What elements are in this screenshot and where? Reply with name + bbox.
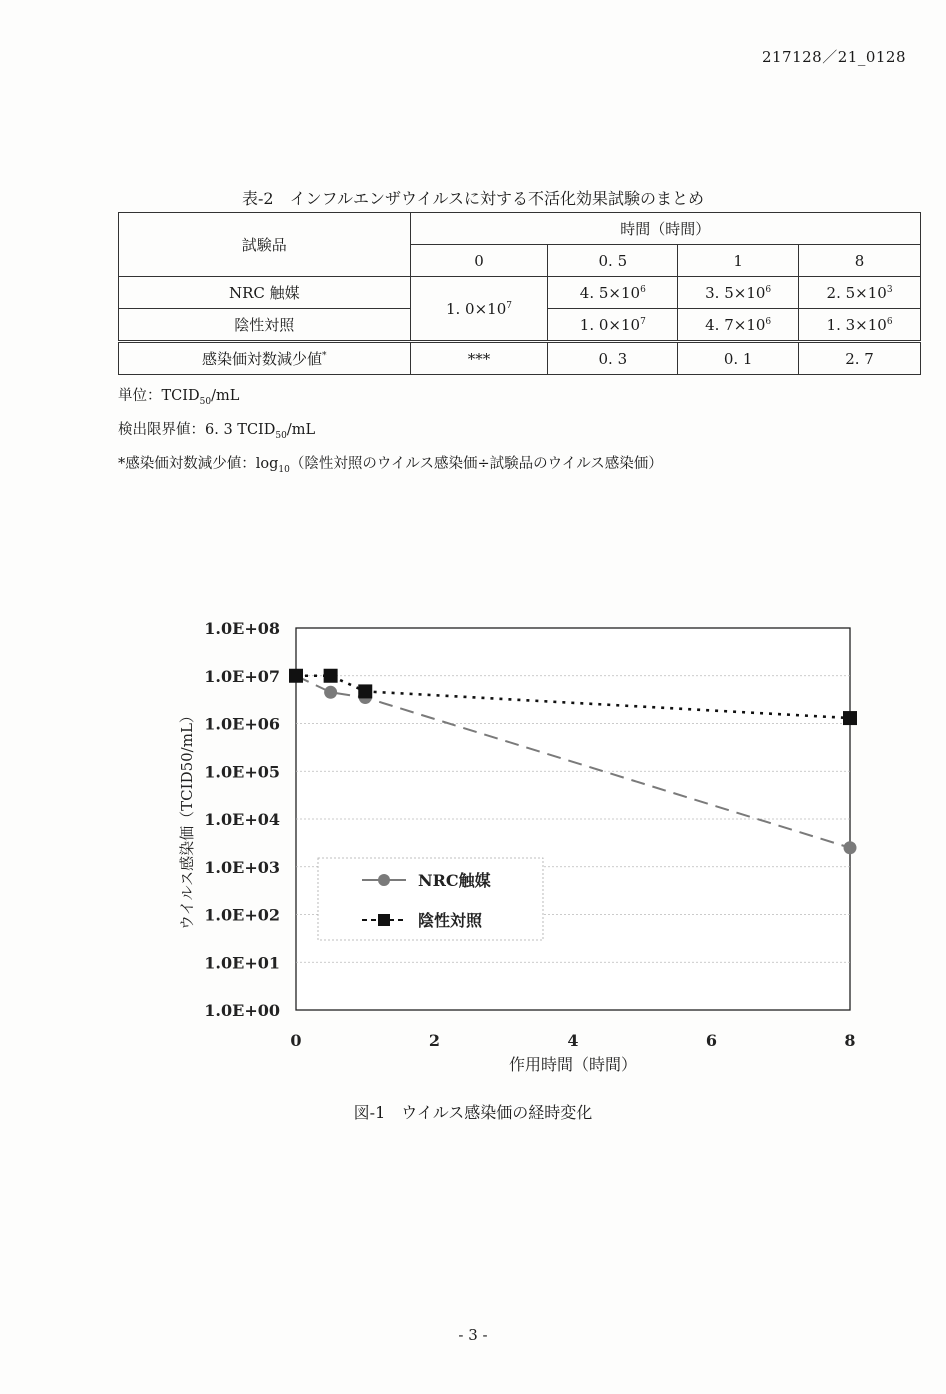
value-cell: 1. $3\times 10^6$	[799, 309, 921, 342]
y-tick-label: 1.0E+02	[204, 905, 280, 925]
y-tick-label: 1.0E+06	[204, 714, 280, 734]
x-tick-label: 0	[290, 1031, 302, 1050]
x-tick-label: 6	[705, 1031, 718, 1050]
figure-caption: 図-1 ウイルス感染価の経時変化	[353, 1103, 593, 1122]
y-tick-label: 1.0E+01	[204, 953, 280, 973]
document-id: 217128／21_0128	[761, 48, 906, 66]
value-cell: 0. 3	[548, 342, 678, 375]
note-detection-limit: 検出限界値：6. 3 $TCID_{50}/mL$	[118, 421, 316, 441]
y-tick-label: 1.0E+05	[204, 762, 280, 782]
series-point	[289, 669, 303, 683]
y-tick-label: 1.0E+07	[204, 666, 280, 686]
note-unit: 単位：$TCID_{50}/mL$	[118, 388, 240, 407]
header-time: 時間（時間）	[410, 213, 920, 245]
series-point	[843, 711, 857, 725]
x-tick-label: 4	[567, 1031, 579, 1050]
y-tick-label: 1.0E+08	[204, 619, 280, 638]
y-tick-label: 1.0E+04	[204, 810, 280, 829]
legend-label: NRC触媒	[418, 871, 491, 890]
x-tick-label: 2	[428, 1031, 441, 1050]
table-notes	[118, 382, 663, 484]
value-cell: 2. 7	[799, 342, 921, 375]
value-cell: 2. $5\times 10^3$	[799, 277, 921, 309]
series-point	[358, 684, 372, 698]
row-label: NRC 触媒	[119, 277, 411, 309]
value-cell: ***	[410, 342, 548, 375]
y-axis-label: ウイルス感染価（TCID50/mL）	[178, 708, 196, 930]
series-point	[324, 686, 337, 699]
header-item: 試験品	[119, 213, 411, 277]
y-tick-label: 1.0E+03	[204, 857, 280, 877]
time-cell: 0. 5	[548, 245, 678, 277]
table-caption: 表-2 インフルエンザウイルスに対する不活化効果試験のまとめ	[242, 189, 704, 208]
results-table	[118, 212, 921, 375]
series-point	[324, 669, 338, 683]
value-cell: 3. $5\times 10^6$	[678, 277, 799, 309]
time-cell: 1	[678, 245, 799, 277]
legend-marker	[378, 874, 390, 886]
row-label: 陰性対照	[119, 309, 411, 342]
time-cell: 8	[799, 245, 921, 277]
table-header-row	[119, 213, 921, 245]
legend-marker	[378, 914, 390, 926]
value-cell: 1. $0\times 10^7$	[548, 309, 678, 342]
virus-titer-chart	[160, 610, 880, 1080]
value-cell: 4. $5\times 10^6$	[548, 277, 678, 309]
x-axis-label: 作用時間（時間）	[508, 1055, 638, 1074]
legend-label: 陰性対照	[418, 911, 483, 930]
row-label: 感染価対数減少値*	[119, 342, 411, 375]
value-cell: 1. $0\times 10^7$	[410, 277, 548, 342]
time-cell: 0	[410, 245, 548, 277]
page-number: - 3 -	[458, 1326, 488, 1344]
value-cell: 4. $7\times 10^6$	[678, 309, 799, 342]
table-row-reduction	[119, 342, 921, 375]
y-tick-label: 1.0E+00	[204, 1001, 280, 1020]
table-row-nrc	[119, 277, 921, 309]
x-tick-label: 8	[844, 1031, 856, 1050]
note-definition: *感染価対数減少値：$\log_{10}$（陰性対照のウイルス感染価÷試験品のウイルス感染価）	[118, 455, 663, 475]
value-cell: 0. 1	[678, 342, 799, 375]
series-point	[844, 841, 857, 854]
